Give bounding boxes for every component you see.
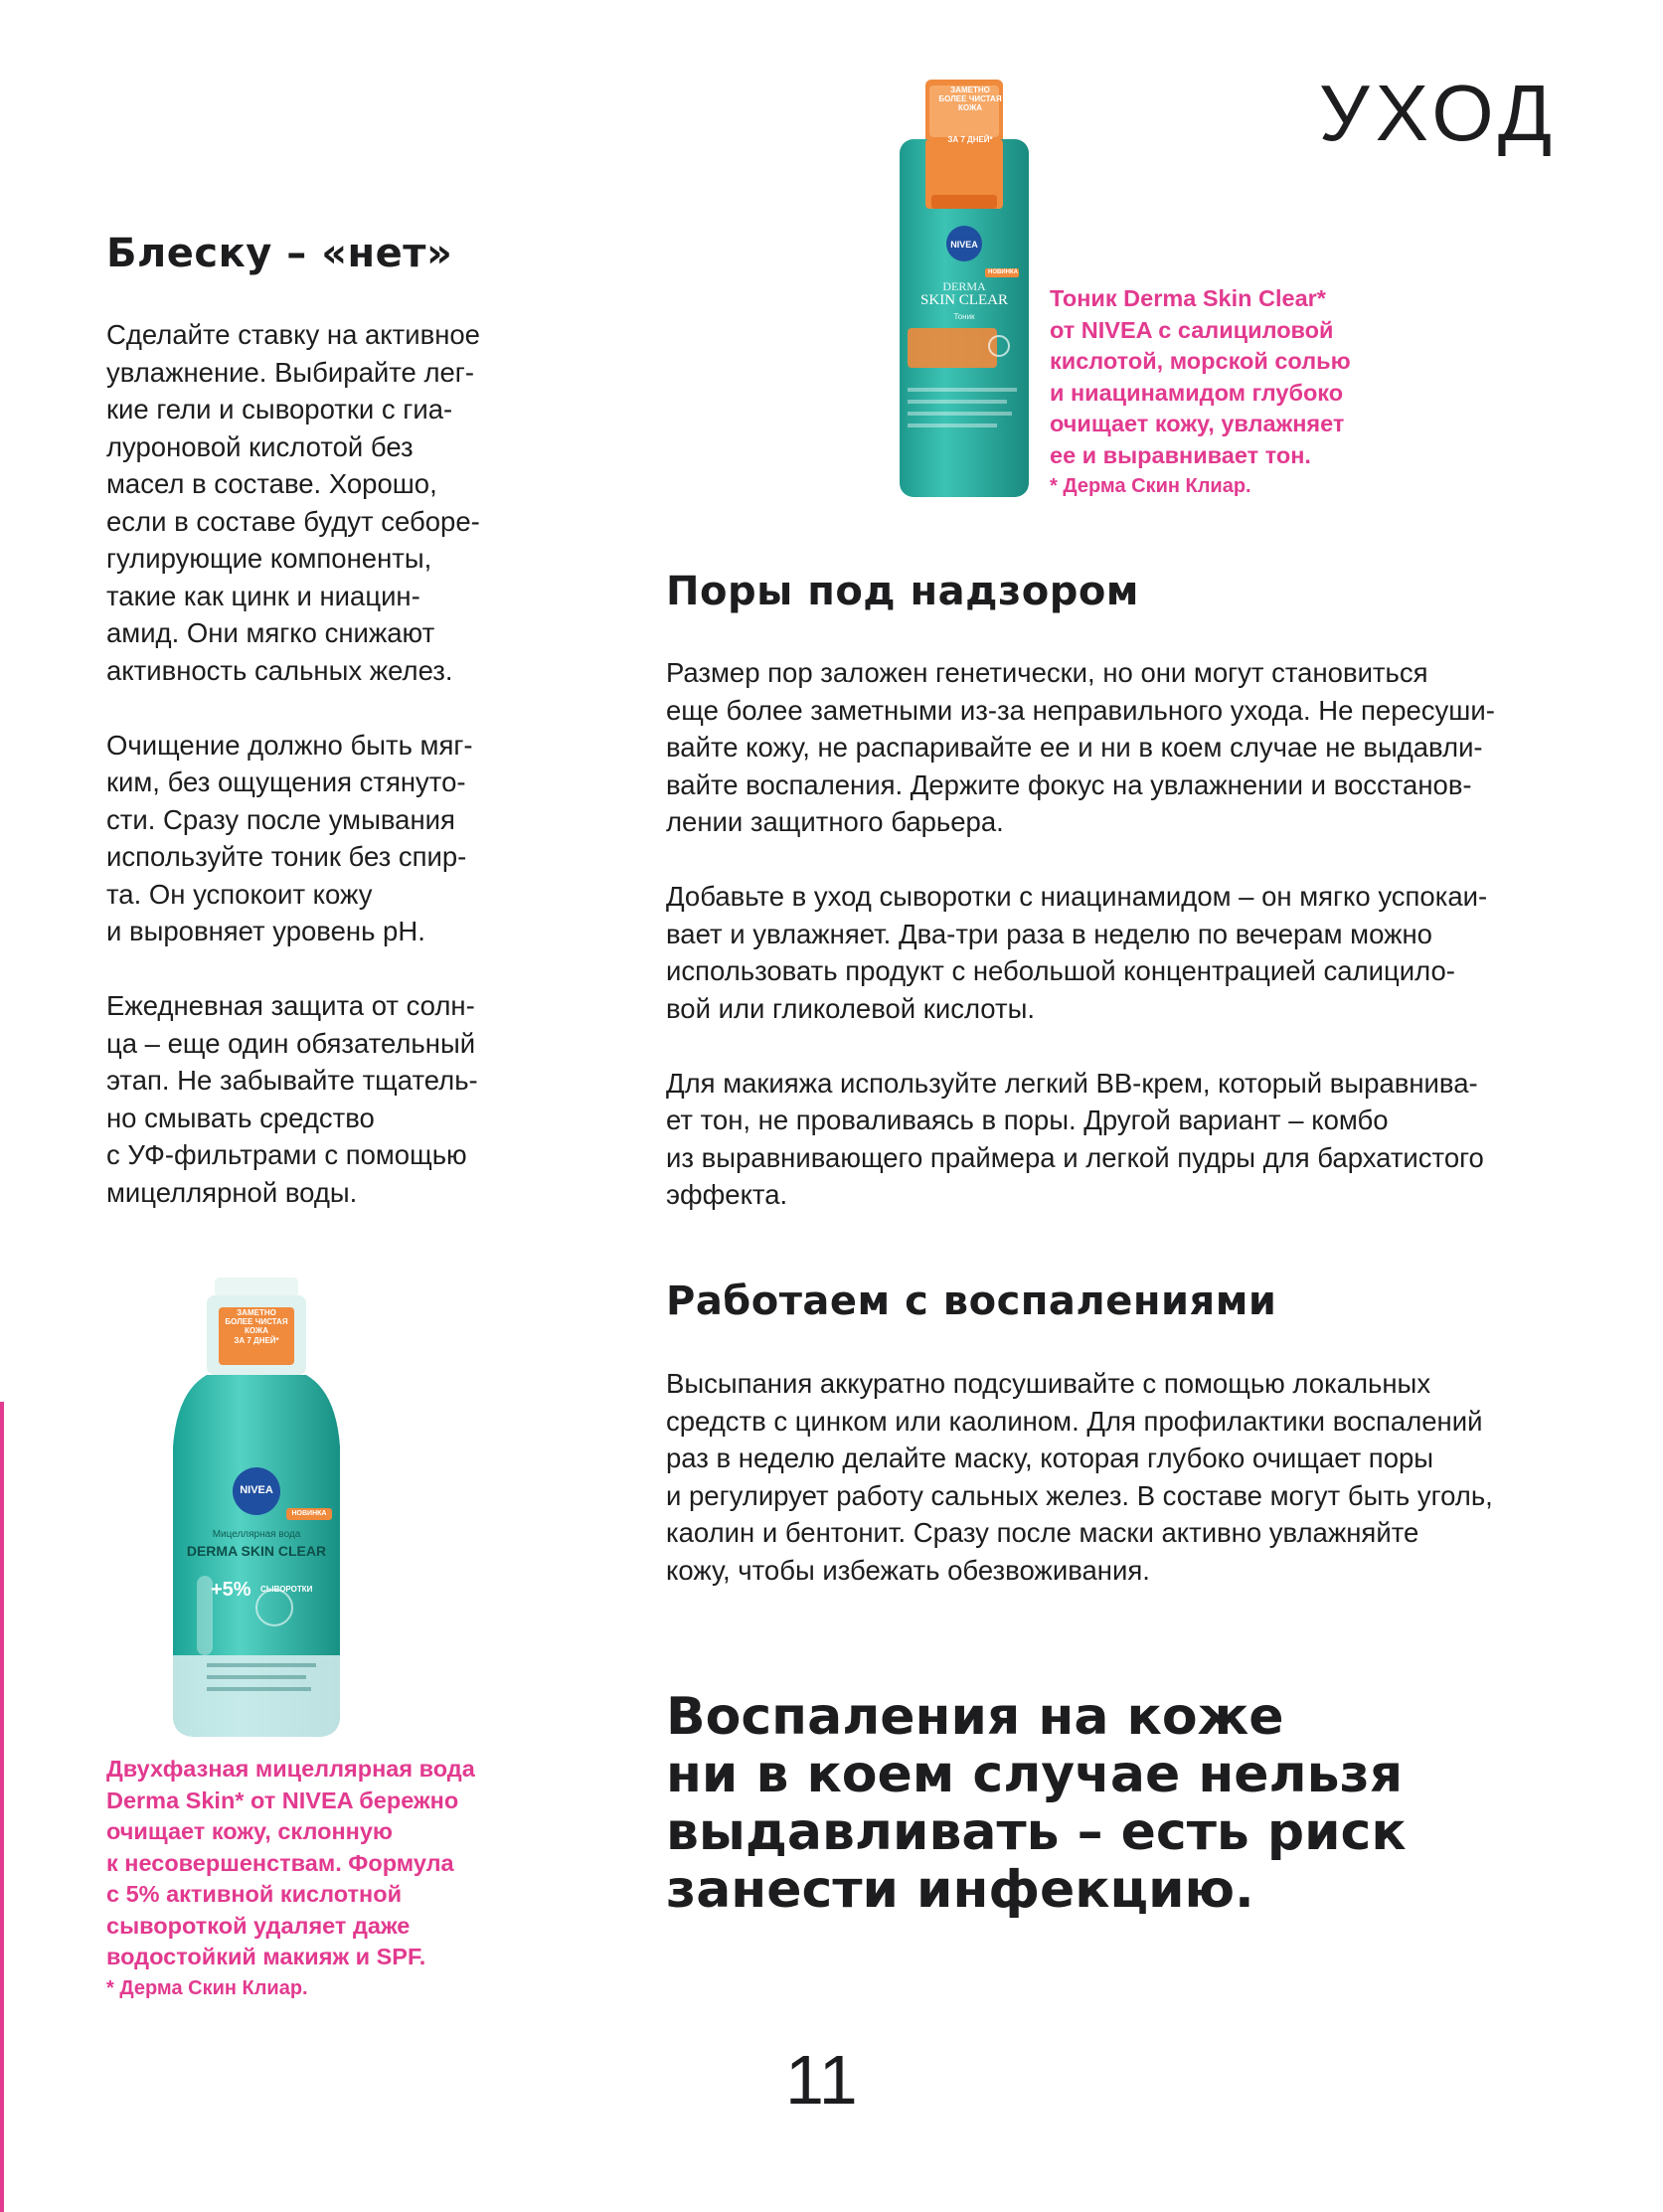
- caption-footnote: * Дерма Скин Клиар.: [1050, 475, 1251, 497]
- micellar-banner-text: ЗАМЕТНО БОЛЕЕ ЧИСТАЯ КОЖА: [225, 1308, 288, 1335]
- micellar-caption: [106, 1754, 524, 2004]
- paragraph: Размер пор заложен генетически, но они могут становиться еще более заметными из-за неправильного ухода. Не пересуши- вайте кожу, не распаривайте ее и ни в коем случае не выдавли- вайте воспаления. Держите фокус на увлажнении и восстанов- лении защитного барьера.: [666, 657, 1495, 837]
- micellar-percent: +5%: [211, 1579, 251, 1601]
- paragraph: Очищение должно быть мяг- ким, без ощущения стянуто- сти. Сразу после умывания используйте тоник без спир- та. Он успокоит кожу и выровняет уровень pH.: [106, 729, 473, 946]
- micellar-line2: DERMA SKIN CLEAR: [186, 1543, 327, 1559]
- heading-shine: Блеску – «нет»: [106, 231, 453, 276]
- heading-pores: Поры под надзором: [666, 569, 1139, 614]
- toner-sub: Тоник: [953, 312, 975, 321]
- micellar-banner-tag: ЗА 7 ДНЕЙ*: [234, 1336, 279, 1345]
- heading-inflammation: Работаем с воспалениями: [666, 1278, 1277, 1324]
- page-number: 11: [785, 2041, 858, 2119]
- paragraph: Сделайте ставку на активное увлажнение. Выбирайте лег- кие гели и сыворотки с гиа- луроновой кислотой без масел в составе. Хорошо, если в составе будут себоре- гулирующие компоненты, такие как цинк и ниацин- амид. Они мягко снижают активность сальных желез.: [106, 319, 480, 686]
- paragraph: Добавьте в уход сыворотки с ниацинамидом – он мягко успокаи- вает и увлажняет. Два-три раза в неделю по вечерам можно использовать продукт с небольшой концентрацией салицило- вой или гликолевой кислоты.: [666, 881, 1488, 1024]
- toner-caption: [1050, 283, 1378, 503]
- paragraph: Высыпания аккуратно подсушивайте с помощью локальных средств с цинком или каолином. Для профилактики воспалений раз в неделю делайте маску, которая глубоко очищает поры и регулирует работу сальных желез. В составе могут быть уголь, каолин и бентонит. Сразу после маски активно увлажняйте кожу, чтобы избежать обезвоживания.: [666, 1368, 1493, 1586]
- paragraph: Для макияжа используйте легкий BB-крем, который выравнива- ет тон, не проваливаясь в поры. Другой вариант – комбо из выравнивающего праймера и легкой пудры для бархатистого эффекта.: [666, 1067, 1484, 1210]
- toner-line2: SKIN CLEAR: [920, 292, 1008, 308]
- toner-brand: NIVEA: [950, 240, 978, 250]
- micellar-sub: Мицеллярная вода: [212, 1529, 301, 1540]
- caption-footnote: * Дерма Скин Клиар.: [106, 1976, 308, 1999]
- caption-text: Тоник Derma Skin Clear* от NIVEA с салициловой кислотой, морской солью и ниацинамидом глубоко очищает кожу, увлажняет ее и выравнивает тон.: [1050, 285, 1351, 468]
- paragraph: Ежедневная защита от солн- ца – еще один обязательный этап. Не забывайте тщатель- но смывать средство с УФ-фильтрами с помощью мицеллярной воды.: [106, 990, 478, 1208]
- inflammation-text: [666, 1365, 1561, 1626]
- section-label: УХОД: [1318, 69, 1558, 157]
- toner-badge: НОВИНКА: [988, 269, 1018, 275]
- micellar-percent-sub: СЫВОРОТКИ: [260, 1585, 313, 1594]
- left-column-text: [106, 316, 564, 1249]
- caption-text: Двухфазная мицеллярная вода Derma Skin* от NIVEA бережно очищает кожу, склонную к несовершенствам. Формула с 5% активной кислотной сывороткой удаляет даже водостойкий макияж и SPF.: [106, 1756, 475, 1969]
- micellar-bottle-image: [157, 1277, 356, 1740]
- pores-text: [666, 654, 1561, 1251]
- toner-line1: DERMA: [942, 279, 986, 293]
- micellar-badge: НОВИНКА: [291, 1510, 327, 1517]
- toner-banner-tag: ЗА 7 ДНЕЙ*: [947, 135, 993, 144]
- page-edge-accent: [0, 1402, 4, 2212]
- toner-banner-text: ЗАМЕТНО БОЛЕЕ ЧИСТАЯ КОЖА: [938, 85, 1002, 112]
- pull-quote: Воспаления на коже ни в коем случае нельзя выдавливать – есть риск занести инфекцию.: [666, 1687, 1407, 1920]
- micellar-brand: NIVEA: [240, 1484, 273, 1496]
